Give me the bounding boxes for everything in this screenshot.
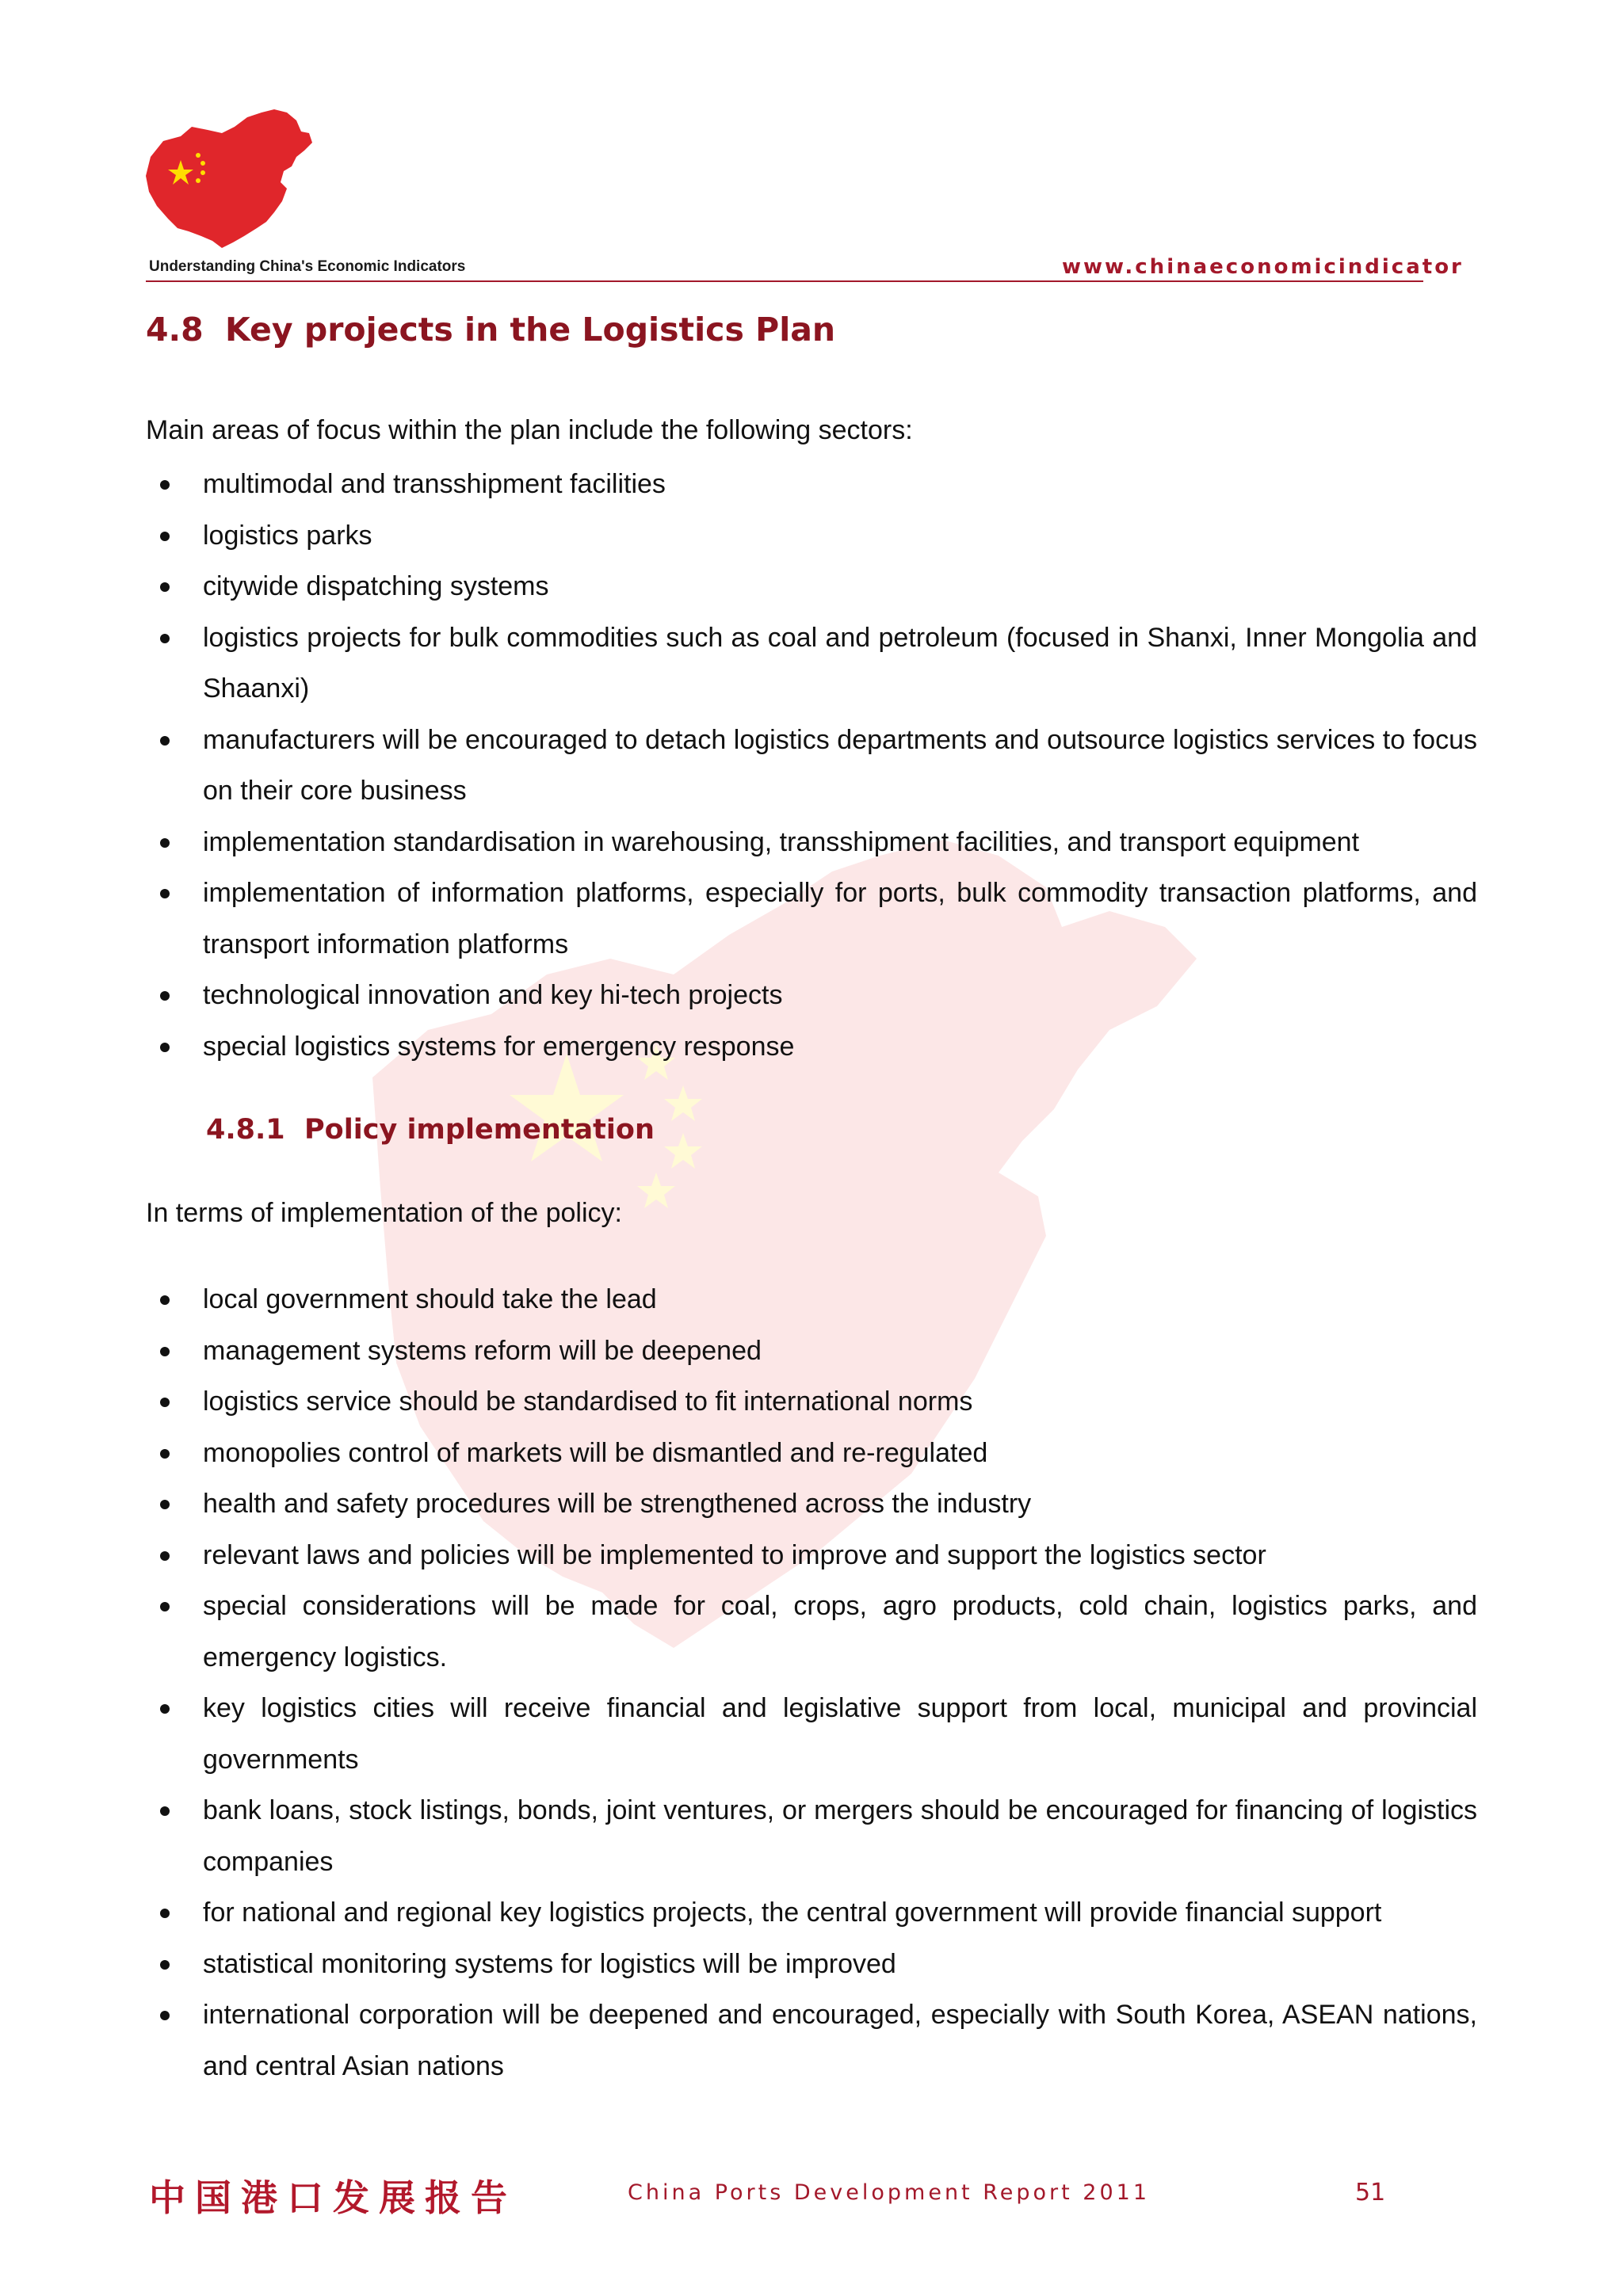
bullet-icon [160, 1909, 170, 1918]
list-item: monopolies control of markets will be dismantled and re-regulated [146, 1428, 1477, 1479]
list-item: international corporation will be deepened and encouraged, especially with South Korea, ASEAN nations, and central Asian nations [146, 1989, 1477, 2092]
bullet-icon [160, 736, 170, 746]
bullet-icon [160, 532, 170, 541]
bullet-icon [160, 1398, 170, 1407]
list-item: implementation standardisation in warehousing, transshipment facilities, and transport equipment [146, 817, 1477, 868]
bullet-icon [160, 1295, 170, 1305]
list-item: logistics parks [146, 510, 1477, 562]
list-item: health and safety procedures will be strengthened across the industry [146, 1478, 1477, 1530]
bullet-icon [160, 1602, 170, 1611]
bullet-icon [160, 480, 170, 490]
china-map-flag-icon [146, 109, 312, 248]
list-item: management systems reform will be deepened [146, 1325, 1477, 1377]
list-item: statistical monitoring systems for logistics will be improved [146, 1939, 1477, 1990]
list-item: citywide dispatching systems [146, 561, 1477, 612]
section-title: Key projects in the Logistics Plan [225, 311, 836, 349]
bullet-icon [160, 1551, 170, 1561]
subsection-number: 4.8.1 [206, 1114, 285, 1146]
list-item: for national and regional key logistics projects, the central government will provide financial support [146, 1887, 1477, 1939]
section-heading [146, 311, 835, 349]
bullet-icon [160, 991, 170, 1001]
bullet-icon [160, 1043, 170, 1052]
list-item: logistics service should be standardised to fit international norms [146, 1376, 1477, 1428]
bullet-icon [160, 838, 170, 848]
list-item: logistics projects for bulk commodities such as coal and petroleum (focused in Shanxi, Inner Mongolia and Shaanxi) [146, 612, 1477, 715]
bullet-icon [160, 1806, 170, 1816]
bullet-icon [160, 2011, 170, 2020]
bullet-icon [160, 634, 170, 643]
list-item: manufacturers will be encouraged to detach logistics departments and outsource logistics services to focus on their core business [146, 715, 1477, 817]
logo-caption: Understanding China's Economic Indicators [149, 258, 466, 275]
footer-chinese-title: 中国港口发展报告 [149, 2176, 517, 2219]
list-item: technological innovation and key hi-tech projects [146, 970, 1477, 1021]
header-divider [146, 280, 1423, 282]
list-item: special logistics systems for emergency response [146, 1021, 1477, 1073]
subsection-title: Policy implementation [304, 1114, 655, 1146]
focus-areas-list [146, 459, 1477, 1072]
section-intro: Main areas of focus within the plan include the following sectors: [146, 415, 913, 445]
subsection-intro: In terms of implementation of the policy: [146, 1198, 622, 1228]
bullet-icon [160, 889, 170, 898]
bullet-icon [160, 582, 170, 592]
list-item: key logistics cities will receive financial and legislative support from local, municipal and provincial governments [146, 1683, 1477, 1785]
page-number: 51 [1355, 2179, 1386, 2206]
list-item: implementation of information platforms, especially for ports, bulk commodity transaction platforms, and transport information platforms [146, 868, 1477, 970]
list-item: local government should take the lead [146, 1274, 1477, 1325]
policy-list [146, 1274, 1477, 2092]
bullet-icon [160, 1704, 170, 1714]
list-item: special considerations will be made for coal, crops, agro products, cold chain, logistics parks, and emergency logistics. [146, 1581, 1477, 1683]
list-item: relevant laws and policies will be implemented to improve and support the logistics sector [146, 1530, 1477, 1581]
bullet-icon [160, 1500, 170, 1509]
footer-report-name: China Ports Development Report 2011 [628, 2180, 1151, 2205]
site-url[interactable]: www.chinaeconomicindicator [1062, 255, 1464, 279]
subsection-heading [206, 1114, 655, 1146]
list-item: bank loans, stock listings, bonds, joint ventures, or mergers should be encouraged for financing of logistics companies [146, 1785, 1477, 1887]
list-item: multimodal and transshipment facilities [146, 459, 1477, 510]
bullet-icon [160, 1960, 170, 1970]
section-number: 4.8 [146, 311, 204, 349]
bullet-icon [160, 1449, 170, 1459]
bullet-icon [160, 1347, 170, 1356]
